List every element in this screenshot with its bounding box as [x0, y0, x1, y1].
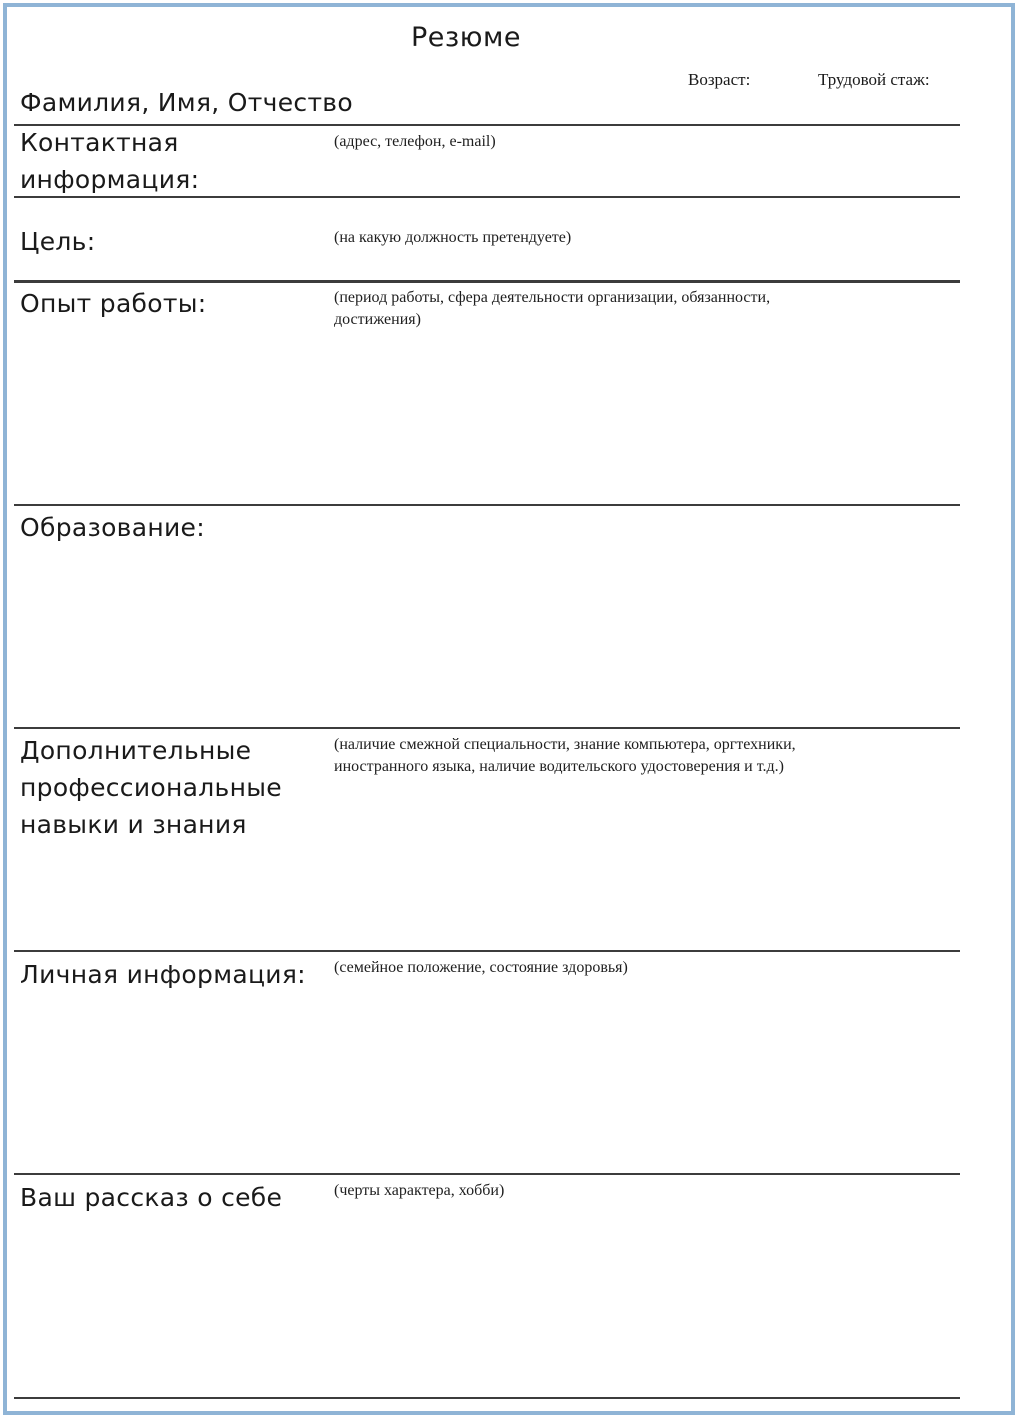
- section-hint-about: (черты характера, хобби): [334, 1182, 505, 1199]
- section-hint-contact: (адрес, телефон, e-mail): [334, 133, 496, 150]
- divider: [14, 1173, 960, 1175]
- section-label-skills: Дополнительные профессиональные навыки и знания: [20, 736, 282, 839]
- divider: [14, 504, 960, 506]
- section-hint-skills: (наличие смежной специальности, знание компьютера, оргтехники, иностранного языка, наличие водительского удостоверения и т.д.): [334, 736, 796, 775]
- divider: [14, 950, 960, 952]
- section-hint-experience: (период работы, сфера деятельности организации, обязанности, достижения): [334, 289, 771, 328]
- divider: [14, 727, 960, 729]
- section-label-education: Образование:: [20, 513, 205, 542]
- section-label-contact: Контактная информация:: [20, 128, 200, 194]
- experience-label: Трудовой стаж:: [818, 70, 930, 89]
- document-title: Резюме: [411, 22, 521, 53]
- age-label: Возраст:: [688, 70, 751, 89]
- section-label-goal: Цель:: [20, 227, 96, 256]
- section-label-experience: Опыт работы:: [20, 289, 207, 318]
- section-hint-personal: (семейное положение, состояние здоровья): [334, 959, 628, 976]
- section-label-personal: Личная информация:: [20, 960, 306, 989]
- divider: [14, 280, 960, 283]
- section-hint-goal: (на какую должность претендуете): [334, 229, 572, 246]
- section-label-about: Ваш рассказ о себе: [20, 1183, 283, 1212]
- full-name-label: Фамилия, Имя, Отчество: [20, 88, 353, 117]
- divider: [14, 1397, 960, 1399]
